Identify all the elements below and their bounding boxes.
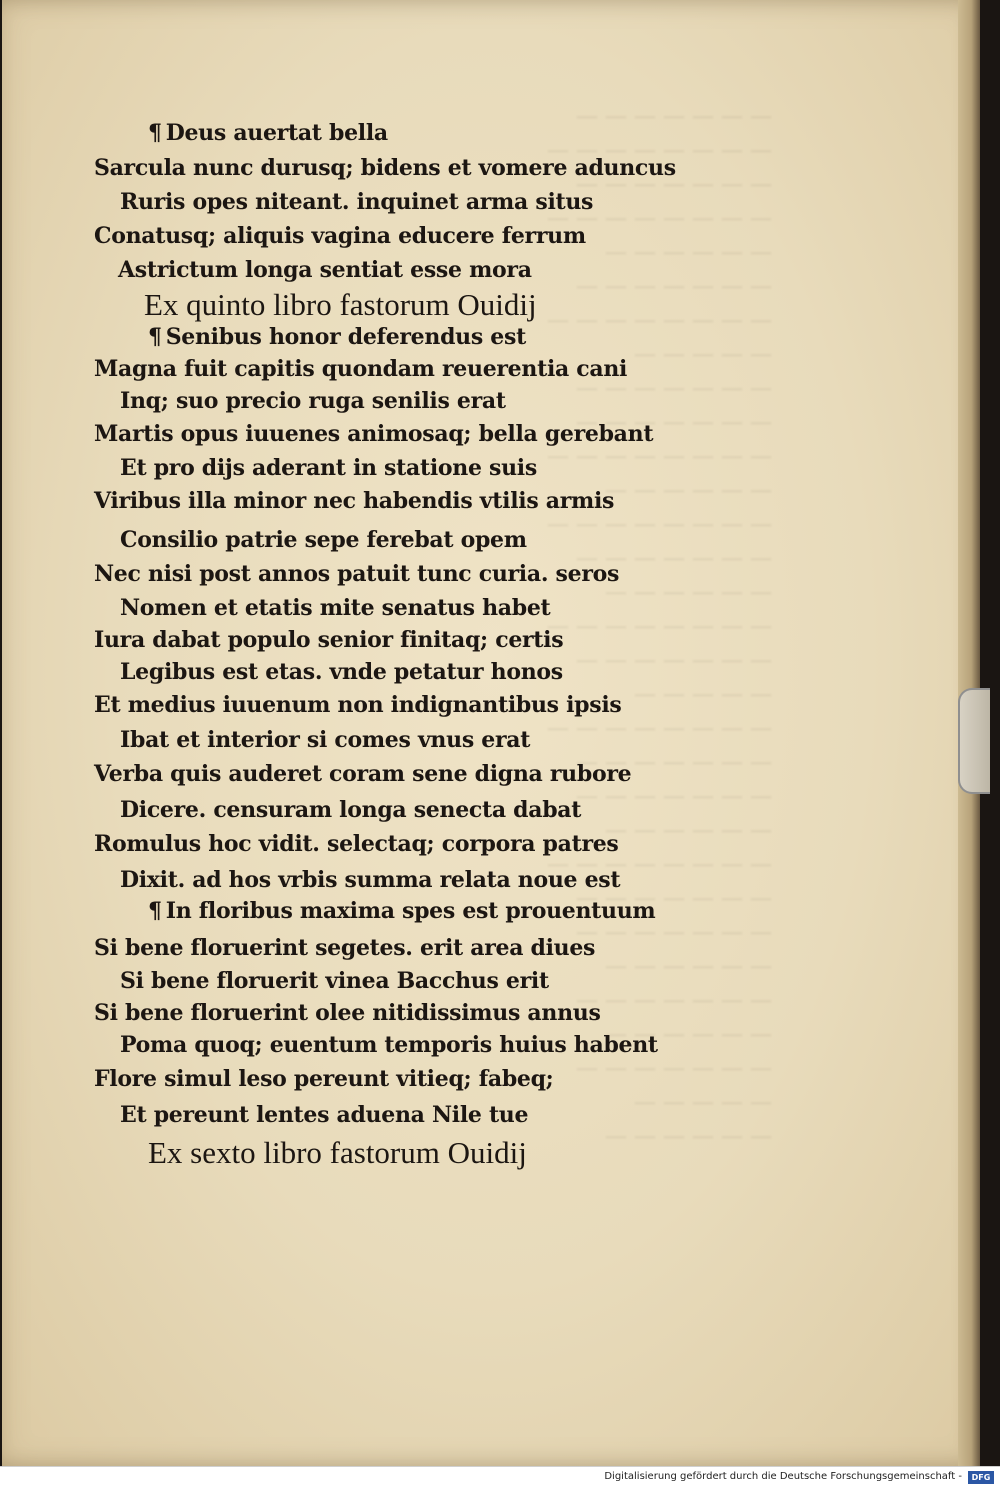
verse-line: ¶ Deus auertat bella — [148, 120, 388, 146]
verse-line: Astrictum longa sentiat esse mora — [118, 257, 532, 283]
verse-line: Consilio patrie sepe ferebat opem — [120, 527, 527, 553]
verse-line: Si bene floruerit vinea Bacchus erit — [120, 968, 549, 994]
dfg-logo-icon: DFG — [968, 1471, 994, 1484]
section-heading: Ex sexto libro fastorum Ouidij — [148, 1135, 527, 1170]
verse-line: Iura dabat populo senior finitaq; certis — [94, 627, 564, 653]
verse-line: Inq; suo precio ruga senilis erat — [120, 388, 506, 414]
verse-line: Legibus est etas. vnde petatur honos — [120, 659, 563, 685]
verse-line: Sarcula nunc durusq; bidens et vomere aduncus — [94, 155, 676, 181]
verse-line: Romulus hoc vidit. selectaq; corpora patres — [94, 831, 619, 857]
digitization-footer — [0, 1466, 1000, 1489]
verse-line: Flore simul leso pereunt vitieq; fabeq; — [94, 1066, 554, 1092]
verse-line: ¶ In floribus maxima spes est prouentuum — [148, 898, 656, 924]
verse-line: Magna fuit capitis quondam reuerentia cani — [94, 356, 628, 382]
pilcrow-icon: ¶ — [148, 120, 162, 146]
verse-line: Dicere. censuram longa senecta dabat — [120, 797, 582, 823]
verse-line: Ibat et interior si comes vnus erat — [120, 727, 531, 753]
pilcrow-icon: ¶ — [148, 898, 162, 924]
pilcrow-icon: ¶ — [148, 324, 162, 350]
verse-line: Poma quoq; euentum temporis huius habent — [120, 1032, 658, 1058]
verse-line: Dixit. ad hos vrbis summa relata noue est — [120, 867, 621, 893]
footer-credit-text: Digitalisierung gefördert durch die Deutsche Forschungsgemeinschaft - — [604, 1471, 962, 1482]
verse-line: Martis opus iuuenes animosaq; bella gerebant — [94, 421, 654, 447]
section-heading: Ex quinto libro fastorum Ouidij — [144, 287, 537, 322]
verse-line: Nomen et etatis mite senatus habet — [120, 595, 551, 621]
verse-line: Verba quis auderet coram sene digna rubore — [94, 761, 632, 787]
verse-line: Et pereunt lentes aduena Nile tue — [120, 1102, 529, 1128]
verse-line: Ruris opes niteant. inquinet arma situs — [120, 189, 594, 215]
verse-line: Si bene floruerint olee nitidissimus annus — [94, 1000, 601, 1026]
verse-line: Viribus illa minor nec habendis vtilis armis — [94, 488, 615, 514]
show-through-text: — — — — — — — — — — — — — — — — — — — — — — — — — — — — — — — — — — — — — — — — — — — — — — — — — — — — — — — — — — — — — — — — — — — — — — — — — — — — — — — — — — — — — — — — — — — — — — — — — — — — — — — — — — — — — — — — — — — — — — — — — — — — — — — — — — — — — — — — — — — — — — — — — — — — — — — — — — — — — — — — — — — — — — — — — — — — — — — — — — — — — — — — — — — — — — — — — — — — — — — — — — — — — — — — — — — — — [547, 104, 772, 1149]
verse-line: Et medius iuuenum non indignantibus ipsis — [94, 692, 622, 718]
verse-line: Si bene floruerint segetes. erit area diues — [94, 935, 596, 961]
verse-line: Conatusq; aliquis vagina educere ferrum — [94, 223, 586, 249]
verse-line: ¶ Senibus honor deferendus est — [148, 324, 526, 350]
verse-line: Et pro dijs aderant in statione suis — [120, 455, 537, 481]
verse-line: Nec nisi post annos patuit tunc curia. seros — [94, 561, 620, 587]
